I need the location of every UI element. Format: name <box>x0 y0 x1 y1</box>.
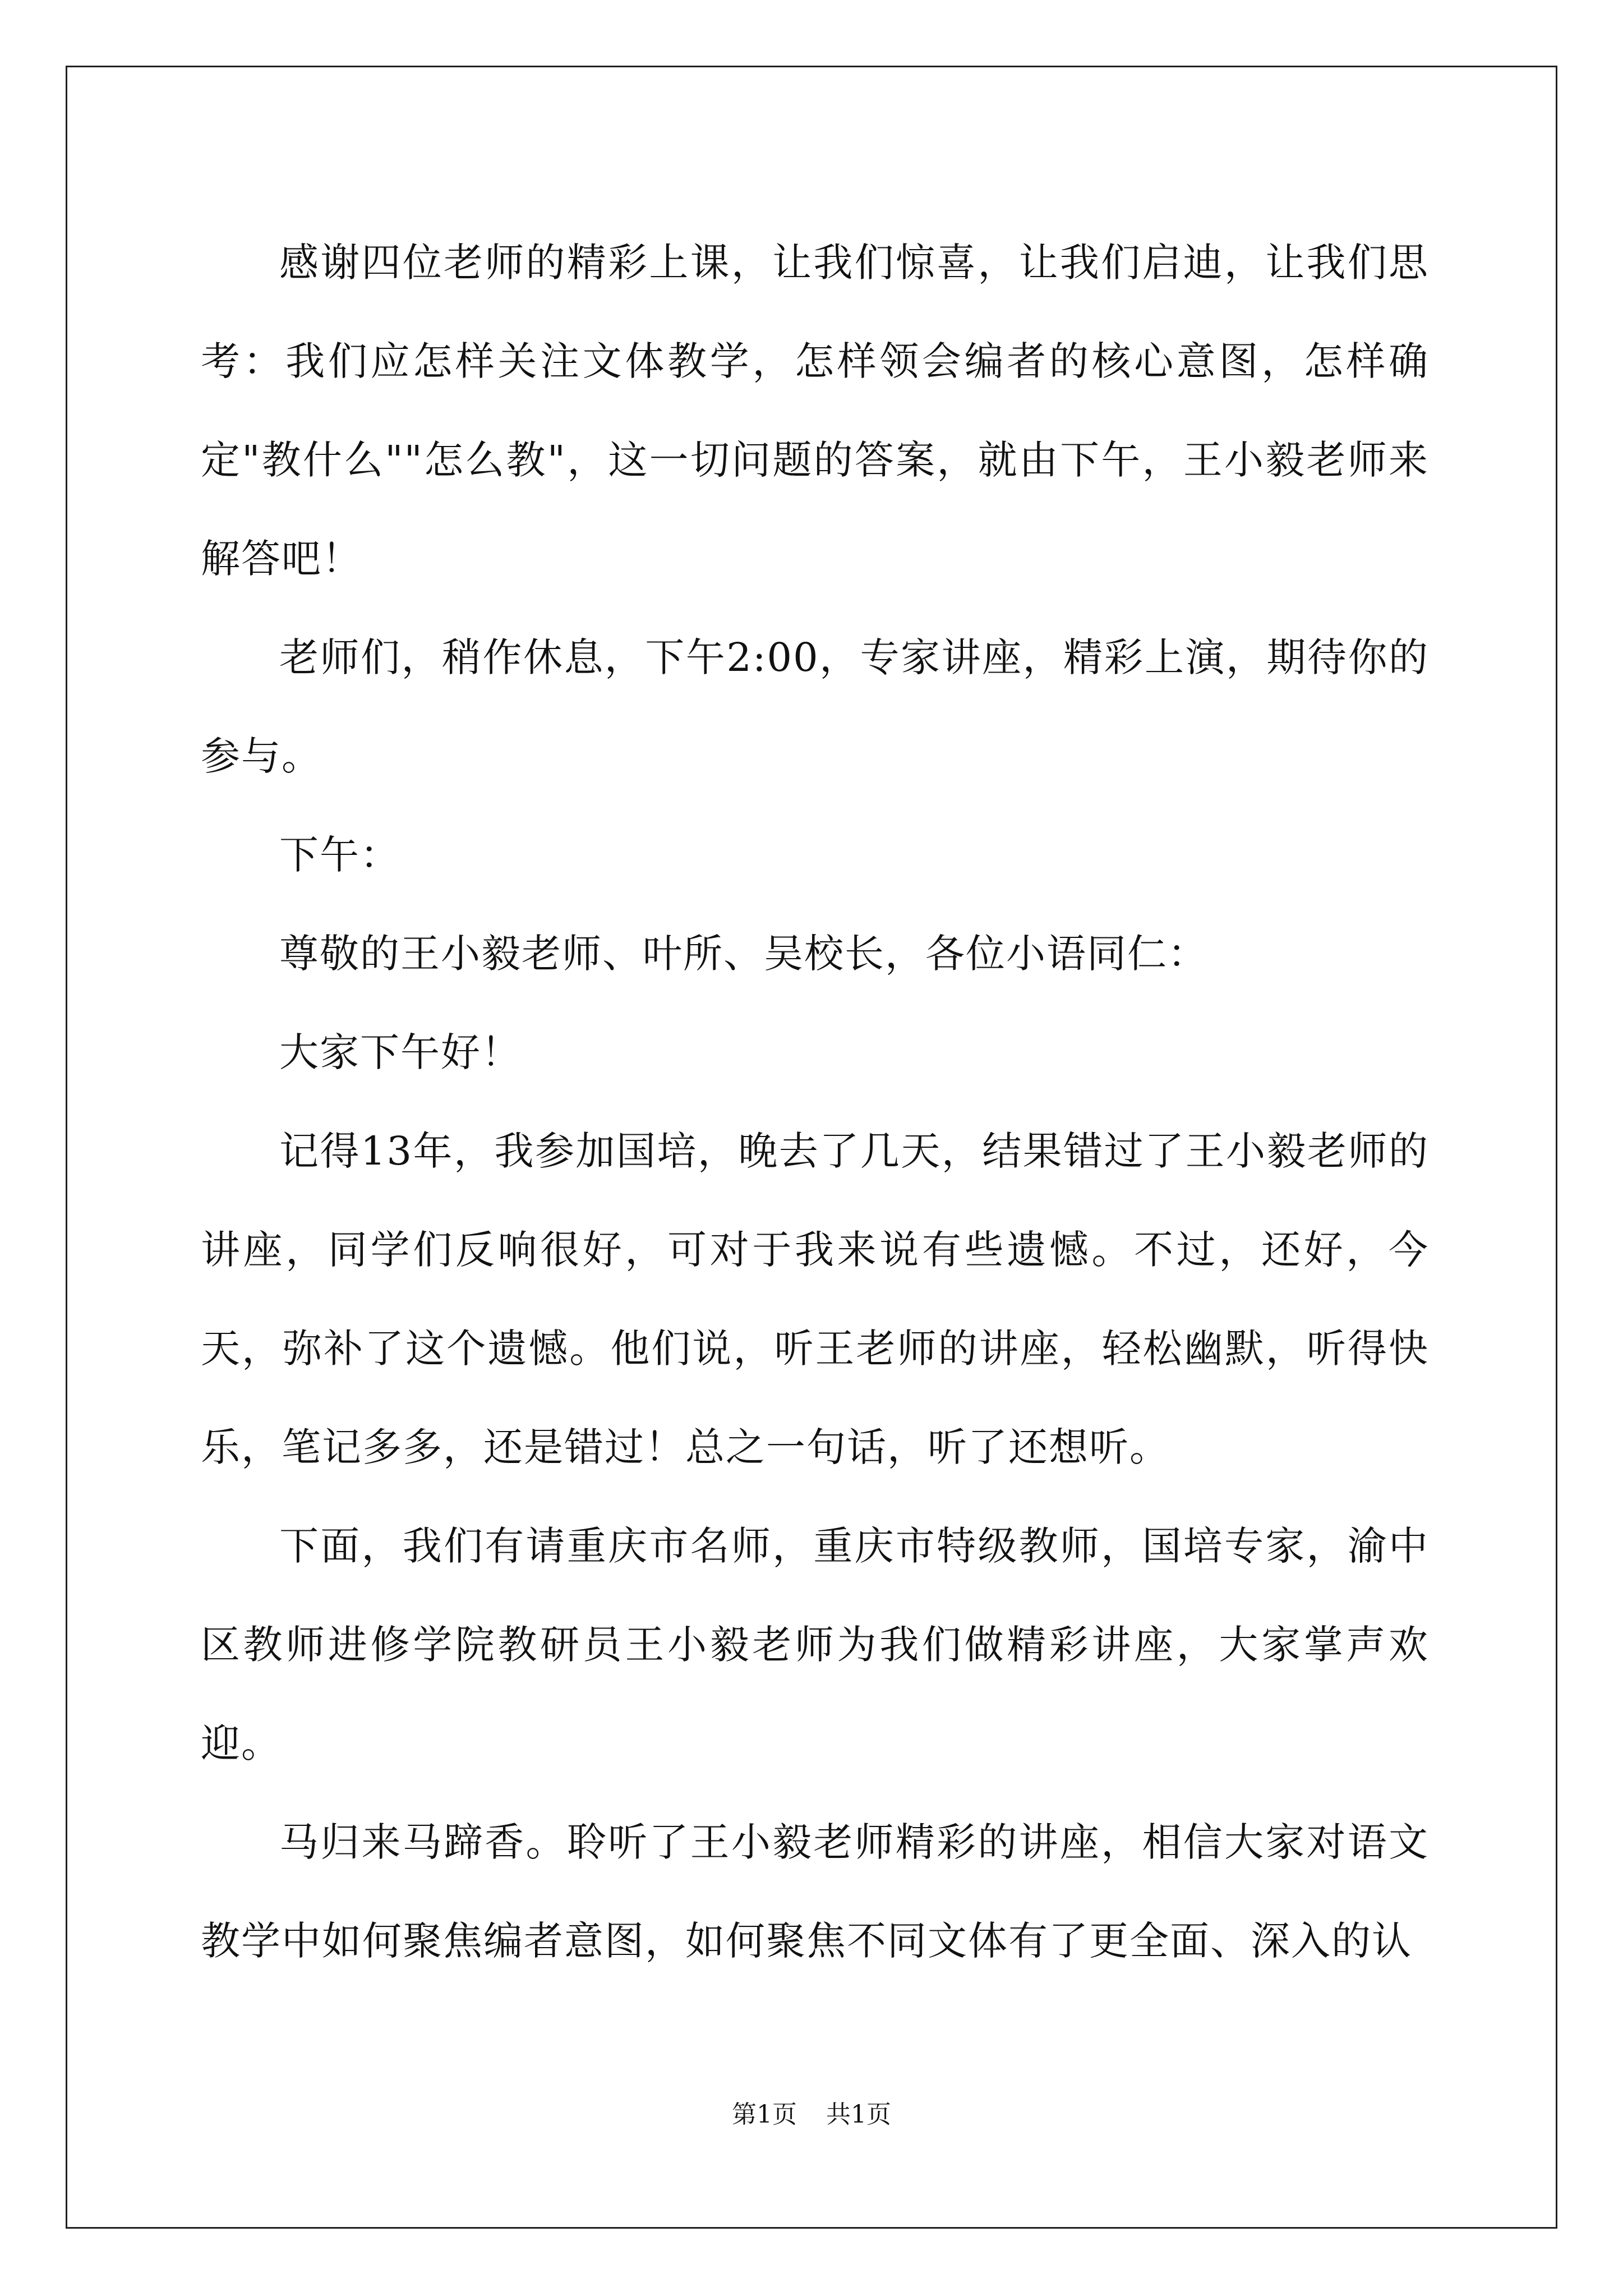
paragraph: 马归来马蹄香。聆听了王小毅老师精彩的讲座，相信大家对语文教学中如何聚焦编者意图，如何聚焦不同文体有了更全面、深入的认 <box>201 1819 1429 1964</box>
paragraph: 尊敬的王小毅老师、叶所、吴校长，各位小语同仁： <box>279 931 1208 977</box>
page-total: 共1页 <box>826 2100 891 2129</box>
paragraph: 大家下午好！ <box>279 1029 522 1075</box>
paragraph: 下午： <box>279 832 400 878</box>
paragraph: 记得13年，我参加国培，晚去了几天，结果错过了王小毅老师的讲座，同学们反响很好，可对于我来说有些遗憾。不过，还好，今天，弥补了这个遗憾。他们说，听王老师的讲座，轻松幽默，听得快乐，笔记多多，还是错过！总之一句话，听了还想听。 <box>201 1128 1429 1470</box>
page-number: 第1页 <box>732 2100 797 2129</box>
document-body <box>201 213 1429 1990</box>
paragraph: 老师们，稍作休息，下午2:00，专家讲座，精彩上演，期待你的参与。 <box>201 634 1429 779</box>
page-footer <box>0 2098 1623 2132</box>
paragraph: 下面，我们有请重庆市名师，重庆市特级教师，国培专家，渝中区教师进修学院教研员王小毅老师为我们做精彩讲座，大家掌声欢迎。 <box>201 1523 1429 1766</box>
paragraph: 感谢四位老师的精彩上课，让我们惊喜，让我们启迪，让我们思考：我们应怎样关注文体教学，怎样领会编者的核心意图，怎样确定"教什么""怎么教"，这一切问题的答案，就由下午，王小毅老师来解答吧！ <box>201 240 1429 582</box>
